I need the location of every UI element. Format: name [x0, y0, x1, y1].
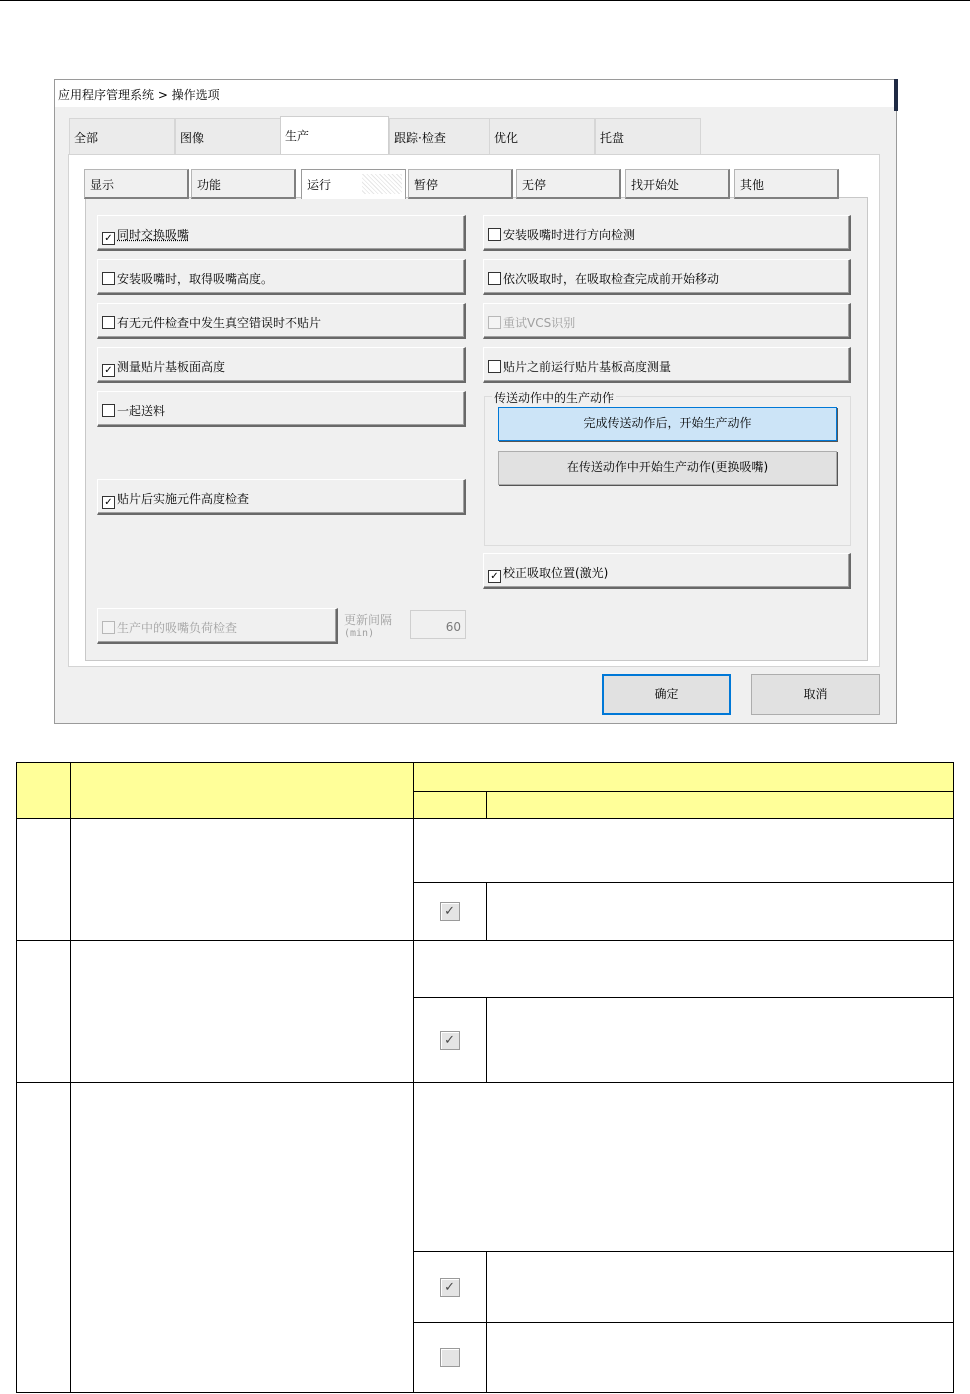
- row-summary-cell: [413, 819, 953, 883]
- option-retry-vcs[interactable]: [483, 303, 851, 339]
- header-value-cell: [413, 792, 486, 819]
- option-no-mount-on-vacuum-error[interactable]: [97, 303, 466, 339]
- option-label: 安装吸嘴时进行方向检测: [503, 228, 636, 242]
- option-component-height-check[interactable]: [97, 479, 466, 515]
- row-value-cell: [413, 1252, 486, 1323]
- interval-unit: (min): [344, 628, 375, 639]
- option-label: 测量贴片基板面高度: [117, 360, 226, 374]
- ok-button[interactable]: 确定: [602, 674, 731, 715]
- cancel-button[interactable]: 取消: [751, 674, 880, 715]
- tab-production[interactable]: 生产: [280, 116, 389, 156]
- row-description-cell: [486, 1252, 954, 1323]
- tab-tracking-inspection[interactable]: 跟踪·检查: [389, 118, 495, 155]
- checkbox-icon[interactable]: [488, 272, 501, 285]
- subtab-nonstop[interactable]: 无停: [516, 169, 621, 199]
- options-dialog: [54, 79, 897, 724]
- checkbox-icon[interactable]: [488, 228, 501, 241]
- checkbox-icon[interactable]: ✓: [102, 364, 115, 377]
- option-label: 生产中的吸嘴负荷检查: [117, 621, 238, 635]
- checkbox-icon[interactable]: [488, 316, 501, 329]
- row-value-cell: [413, 1323, 486, 1393]
- option-label: 重试VCS识别: [503, 316, 576, 330]
- row-value-cell: [413, 883, 486, 941]
- option-measure-board-height[interactable]: [97, 347, 466, 383]
- header-setting-cell: [413, 763, 953, 792]
- spec-table: [16, 762, 954, 1393]
- option-label: 同时交换吸嘴: [117, 228, 190, 242]
- option-nozzle-load-check[interactable]: [97, 608, 338, 644]
- option-label: 校正吸取位置(激光): [503, 566, 609, 580]
- start-after-transfer-button[interactable]: 完成传送动作后，开始生产动作: [498, 407, 837, 441]
- checkbox-icon[interactable]: [102, 404, 115, 417]
- row-number-cell: [17, 941, 71, 1083]
- header-description-cell: [486, 792, 954, 819]
- subtab-display[interactable]: 显示: [84, 169, 189, 199]
- option-calibrate-pick-position[interactable]: [483, 553, 851, 589]
- option-get-nozzle-height[interactable]: [97, 259, 466, 295]
- subtab-function[interactable]: 功能: [191, 169, 296, 199]
- subtab-run-label: 运行: [307, 178, 332, 192]
- title-bar: [55, 80, 895, 107]
- subtab-other[interactable]: 其他: [734, 169, 839, 199]
- row-description-cell: [486, 883, 954, 941]
- option-label: 一起送料: [117, 404, 166, 418]
- checkbox-checked-icon: ✓: [440, 902, 460, 921]
- row-item-cell: [70, 1083, 413, 1393]
- option-label: 贴片后实施元件高度检查: [117, 492, 250, 506]
- header-no-cell: [17, 763, 71, 819]
- update-interval-field[interactable]: 60: [410, 610, 466, 639]
- row-item-cell: [70, 819, 413, 941]
- update-interval-label: [344, 613, 392, 641]
- row-description-cell: [486, 1323, 954, 1393]
- option-feed-together[interactable]: [97, 391, 466, 427]
- row-summary-cell: [413, 1083, 953, 1252]
- row-number-cell: [17, 819, 71, 941]
- option-label: 有无元件检查中发生真空错误时不贴片: [117, 316, 322, 330]
- start-during-transfer-button[interactable]: 在传送动作中开始生产动作(更换吸嘴): [498, 451, 837, 485]
- transfer-group-title: 传送动作中的生产动作: [494, 391, 615, 405]
- window-title: 应用程序管理系统 > 操作选项: [58, 88, 220, 102]
- tab-tray[interactable]: 托盘: [595, 118, 701, 155]
- option-label: 安装吸嘴时，取得吸嘴高度。: [117, 272, 274, 286]
- tab-all[interactable]: 全部: [69, 118, 175, 155]
- subtab-pause[interactable]: 暂停: [408, 169, 513, 199]
- subtab-focus-hatch: [362, 174, 402, 194]
- header-item-cell: [70, 763, 413, 819]
- checkbox-unchecked-icon: [440, 1348, 460, 1367]
- top-rule: [0, 0, 970, 1]
- checkbox-icon[interactable]: [102, 621, 115, 634]
- tab-image[interactable]: 图像: [175, 118, 281, 155]
- option-board-height-before-mount[interactable]: [483, 347, 851, 383]
- row-number-cell: [17, 1083, 71, 1393]
- row-item-cell: [70, 941, 413, 1083]
- checkbox-icon[interactable]: ✓: [102, 496, 115, 509]
- checkbox-icon[interactable]: ✓: [102, 232, 115, 245]
- option-label: 贴片之前运行贴片基板高度测量: [503, 360, 672, 374]
- checkbox-icon[interactable]: [102, 316, 115, 329]
- checkbox-checked-icon: ✓: [440, 1031, 460, 1050]
- checkbox-icon[interactable]: [488, 360, 501, 373]
- checkbox-checked-icon: ✓: [440, 1278, 460, 1297]
- checkbox-icon[interactable]: ✓: [488, 570, 501, 583]
- row-description-cell: [486, 998, 954, 1083]
- option-direction-check-on-mount[interactable]: [483, 215, 851, 251]
- option-label: 依次吸取时，在吸取检查完成前开始移动: [503, 272, 720, 286]
- subtab-run[interactable]: [301, 169, 406, 199]
- row-summary-cell: [413, 941, 953, 998]
- subtab-find-start[interactable]: 找开始处: [625, 169, 730, 199]
- interval-label-text: 更新间隔: [344, 613, 393, 627]
- window-edge: [894, 79, 898, 111]
- tab-optimization[interactable]: 优化: [489, 118, 595, 155]
- option-move-before-pick-check[interactable]: [483, 259, 851, 295]
- row-value-cell: [413, 998, 486, 1083]
- option-simultaneous-nozzle-change[interactable]: [97, 215, 466, 251]
- checkbox-icon[interactable]: [102, 272, 115, 285]
